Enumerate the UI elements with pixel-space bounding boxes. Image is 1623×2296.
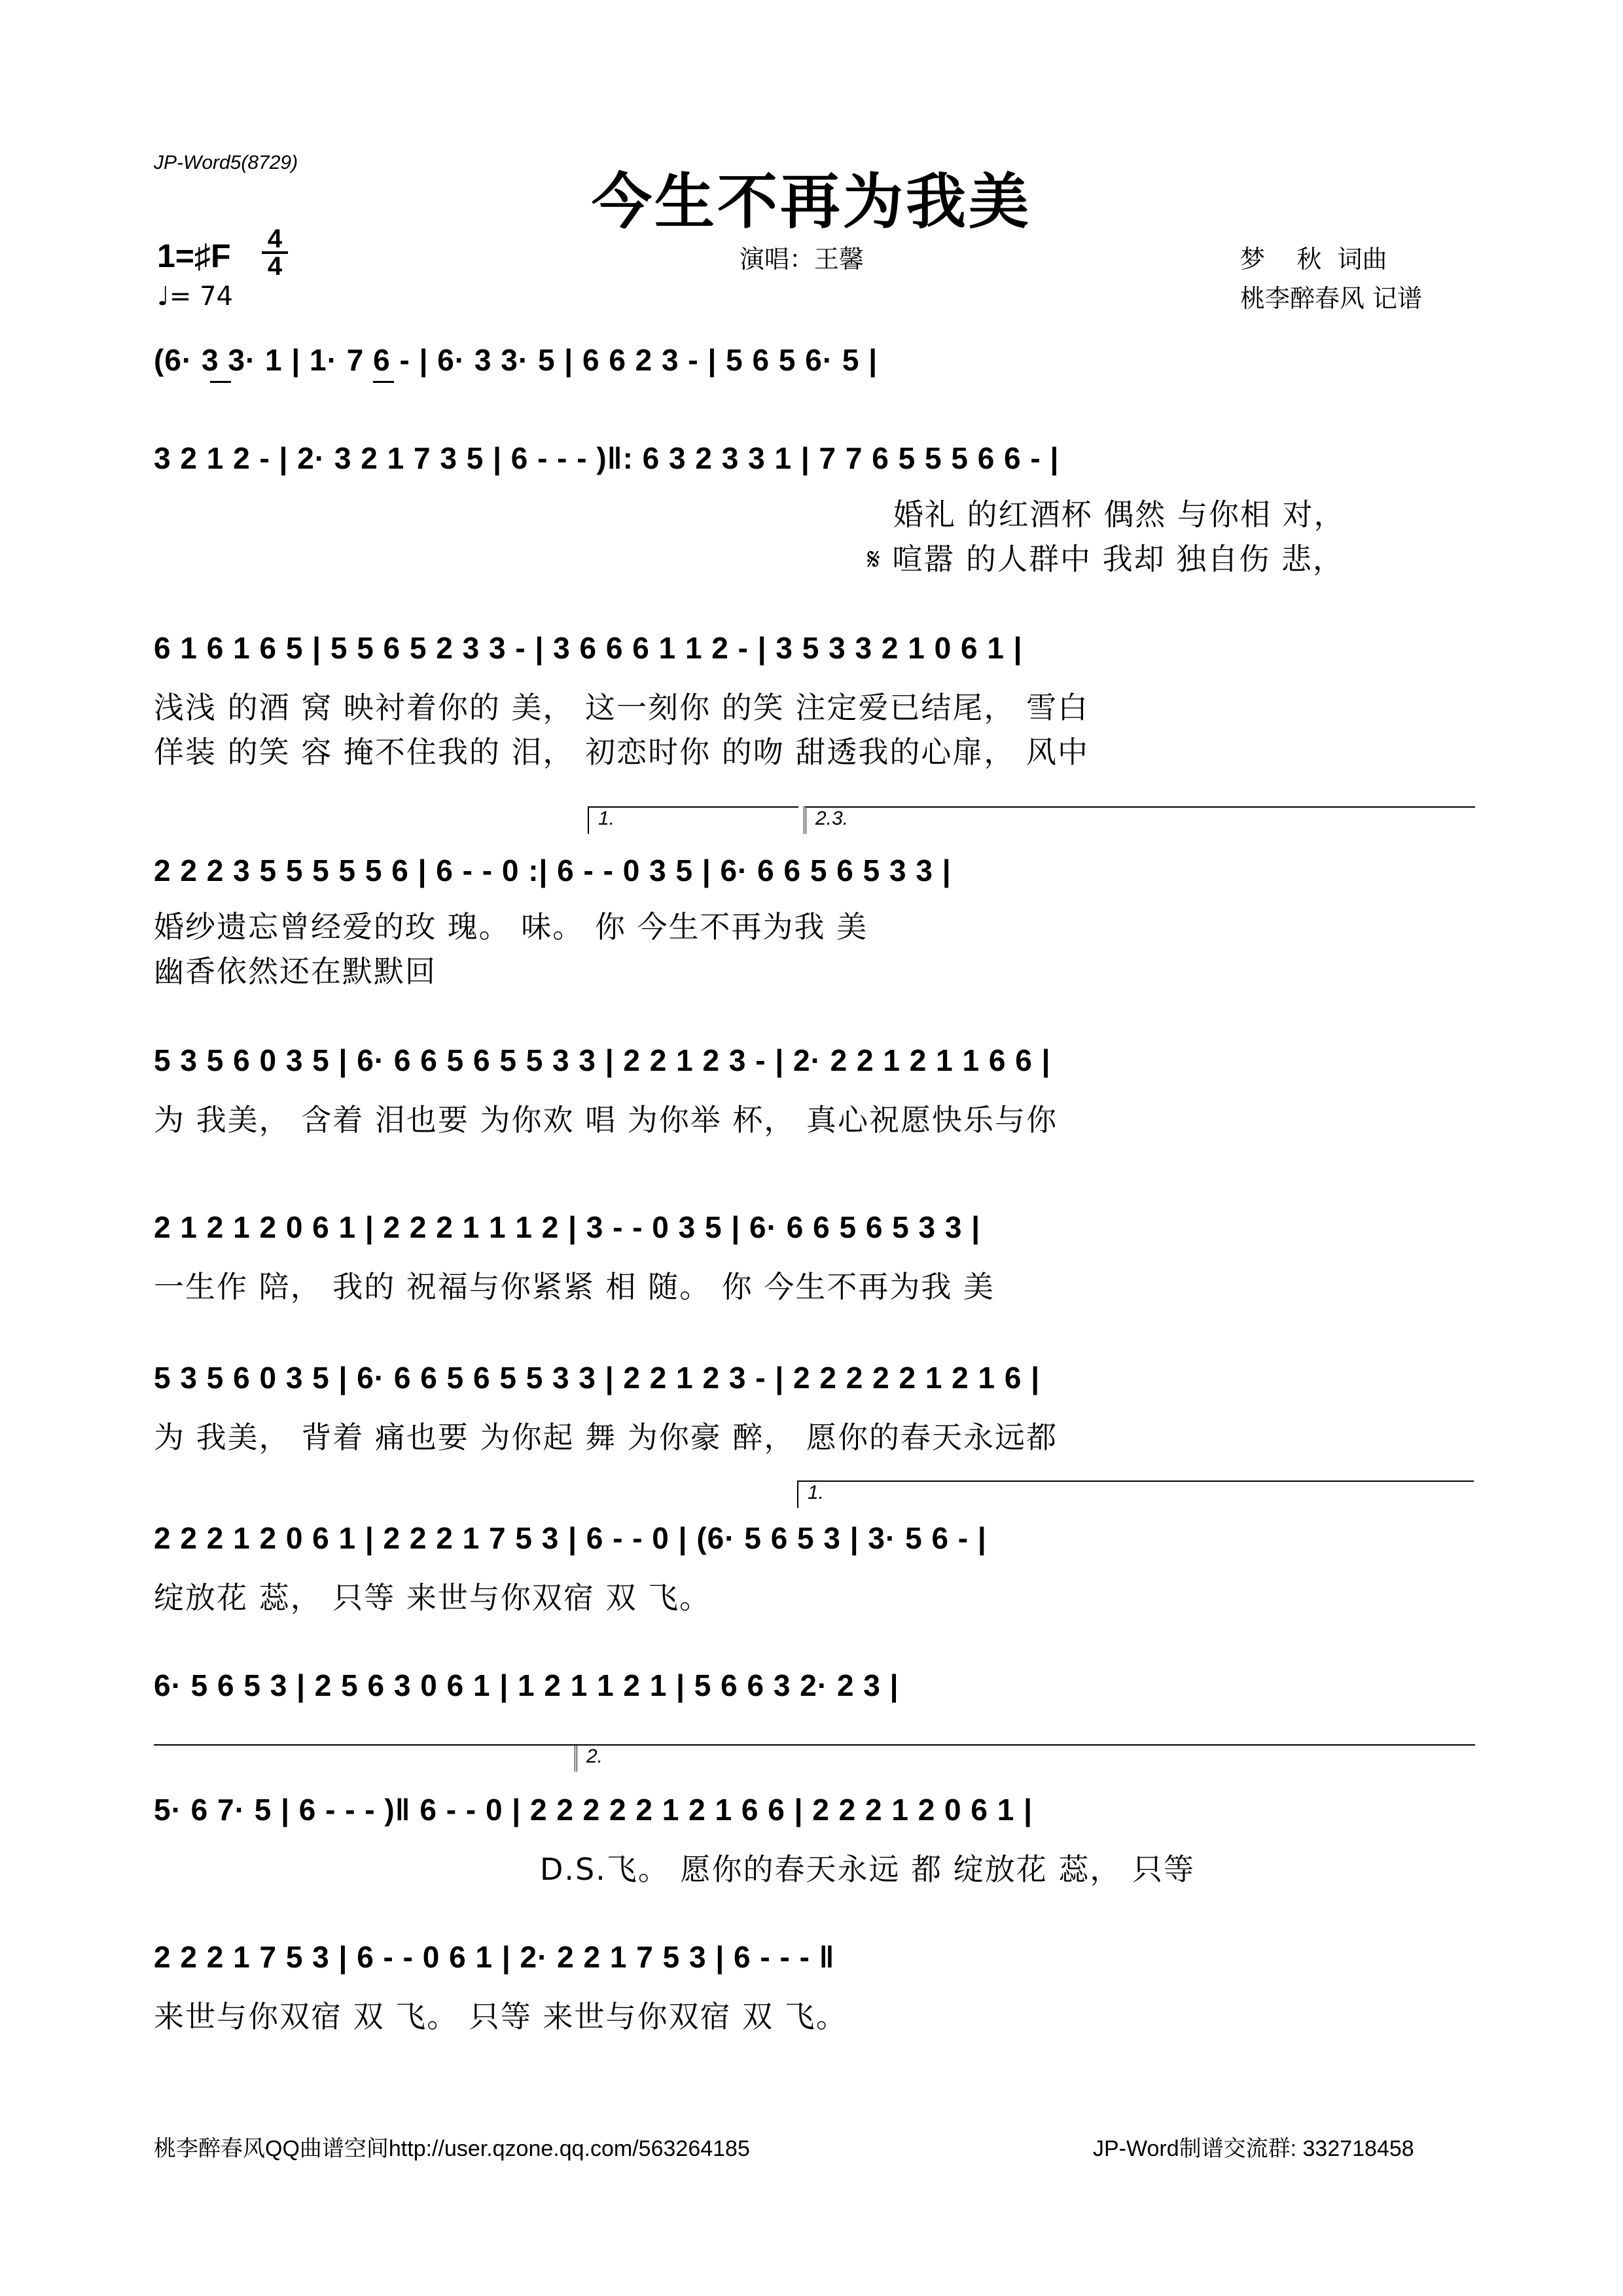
- score-row-10: [154, 1790, 1472, 1895]
- lyric-verse-2: 佯装 的笑 容 掩不住我的 泪， 初恋时你 的吻 甜透我的心扉， 风中: [154, 734, 1089, 770]
- volta-first-ending-2: [797, 1480, 1474, 1508]
- score-row-2: [154, 439, 1472, 589]
- score-row-3: [154, 628, 1472, 779]
- footer-right: JP-Word制谱交流群: 332718458: [1093, 2136, 1414, 2161]
- lyric-verse-1: 浅浅 的酒 窝 映衬着你的 美， 这一刻你 的笑 注定爱已结尾， 雪白: [154, 690, 1089, 725]
- lyric-verse-1: 一生作 陪， 我的 祝福与你紧紧 相 随。 你 今生不再为我 美: [154, 1269, 995, 1304]
- transcriber: 桃李醉春风 记谱: [1240, 284, 1423, 313]
- score-row-4: [154, 851, 1472, 995]
- score-row-11: [154, 1937, 1472, 2042]
- volta-label: 1.: [808, 1482, 825, 1503]
- score-row-8: [154, 1518, 1472, 1623]
- song-title: 今生不再为我美: [591, 166, 1031, 237]
- software-tag: JP-Word5(8729): [154, 152, 298, 173]
- volta-first-ending: [588, 806, 798, 834]
- score-row-5: [154, 1041, 1472, 1145]
- time-signature: [262, 226, 288, 279]
- volta-second-third-ending: [804, 806, 1475, 834]
- row-notes: 2 2 2 1 2 0 6 1 | 2 2 2 1 7 5 3 | 6 - - 0 | (6· 5 6 5 3 | 3· 5 6 - |: [154, 1521, 987, 1555]
- lyric-verse-1: 为 我美， 背着 痛也要 为你起 舞 为你豪 醉， 愿你的春天永远都: [154, 1420, 1058, 1455]
- row-notes: 3 2 1 2 - | 2· 3 2 1 7 3 5 | 6 - - - )‖: 6 3 2 3 3 1 | 7 7 6 5 5 5 6 6 - |: [154, 441, 1060, 475]
- volta-label: 2.3.: [815, 808, 849, 829]
- lyric-verse-2: 幽香依然还在默默回: [154, 954, 437, 989]
- score-row-6: [154, 1208, 1472, 1312]
- lyricist-composer: 梦 秋 词曲: [1240, 245, 1387, 274]
- lyric-verse-1: 绽放花 蕊， 只等 来世与你双宿 双 飞。: [154, 1580, 711, 1615]
- performer: 演唱：王馨: [740, 245, 865, 274]
- lyric-verse-1: 婚纱遗忘曾经爱的玫 瑰。 味。 你 今生不再为我 美: [154, 909, 868, 944]
- tempo-marking: ♩= 74: [157, 281, 233, 312]
- row-notes: 2 2 2 1 7 5 3 | 6 - - 0 6 1 | 2· 2 2 1 7 5 3 | 6 - - - ‖: [154, 1940, 835, 1974]
- lyric-verse-2: 𝄋 喧嚣 的人群中 我却 独自伤 悲，: [867, 541, 1344, 577]
- lyric-verse-1: 为 我美， 含着 泪也要 为你欢 唱 为你举 杯， 真心祝愿快乐与你: [154, 1102, 1058, 1138]
- row-notes: 5· 6 7· 5 | 6 - - - )‖ 6 - - 0 | 2 2 2 2 2 1 2 1 6 6 | 2 2 2 1 2 0 6 1 |: [154, 1793, 1033, 1827]
- lyric-verse-1: 婚礼 的红酒杯 偶然 与你相 对，: [893, 497, 1346, 532]
- score-row-1: [154, 340, 1472, 445]
- row-notes: 2 2 2 3 5 5 5 5 5 6 | 6 - - 0 :| 6 - - 0 3 5 | 6· 6 6 5 6 5 3 3 |: [154, 853, 952, 888]
- time-signature-top: 4: [267, 224, 283, 253]
- row-notes: 2 1 2 1 2 0 6 1 | 2 2 2 1 1 1 2 | 3 - - 0 3 5 | 6· 6 6 5 6 5 3 3 |: [154, 1210, 981, 1244]
- row-notes: (6· 3 3· 1 | 1· 7 6 - | 6· 3 3· 5 | 6 6 2 3 - | 5 6 5 6· 5 |: [154, 343, 878, 377]
- row-notes: 5 3 5 6 0 3 5 | 6· 6 6 5 6 5 5 3 3 | 2 2 1 2 3 - | 2 2 2 2 2 1 2 1 6 |: [154, 1361, 1041, 1395]
- key-signature: 1=♯F: [157, 238, 231, 274]
- score-row-7: [154, 1358, 1472, 1463]
- volta-label: 1.: [598, 808, 615, 829]
- row-notes: 5 3 5 6 0 3 5 | 6· 6 6 5 6 5 5 3 3 | 2 2 1 2 3 - | 2· 2 2 1 2 1 1 6 6 |: [154, 1043, 1051, 1077]
- time-signature-bottom: 4: [262, 251, 288, 279]
- row-notes: 6 1 6 1 6 5 | 5 5 6 5 2 3 3 - | 3 6 6 6 1 1 2 - | 3 5 3 3 2 1 0 6 1 |: [154, 631, 1023, 665]
- volta-second-ending: [575, 1744, 1475, 1772]
- row-notes: 6· 5 6 5 3 | 2 5 6 3 0 6 1 | 1 2 1 1 2 1 | 5 6 6 3 2· 2 3 |: [154, 1668, 899, 1702]
- lyric-verse-1: D.S.飞。 愿你的春天永远 都 绽放花 蕊， 只等: [540, 1852, 1195, 1887]
- footer-left: 桃李醉春风QQ曲谱空间http://user.qzone.qq.com/563264185: [154, 2136, 750, 2161]
- lyric-verse-1: 来世与你双宿 双 飞。 只等 来世与你双宿 双 飞。: [154, 1999, 847, 2034]
- volta-label: 2.: [586, 1746, 603, 1767]
